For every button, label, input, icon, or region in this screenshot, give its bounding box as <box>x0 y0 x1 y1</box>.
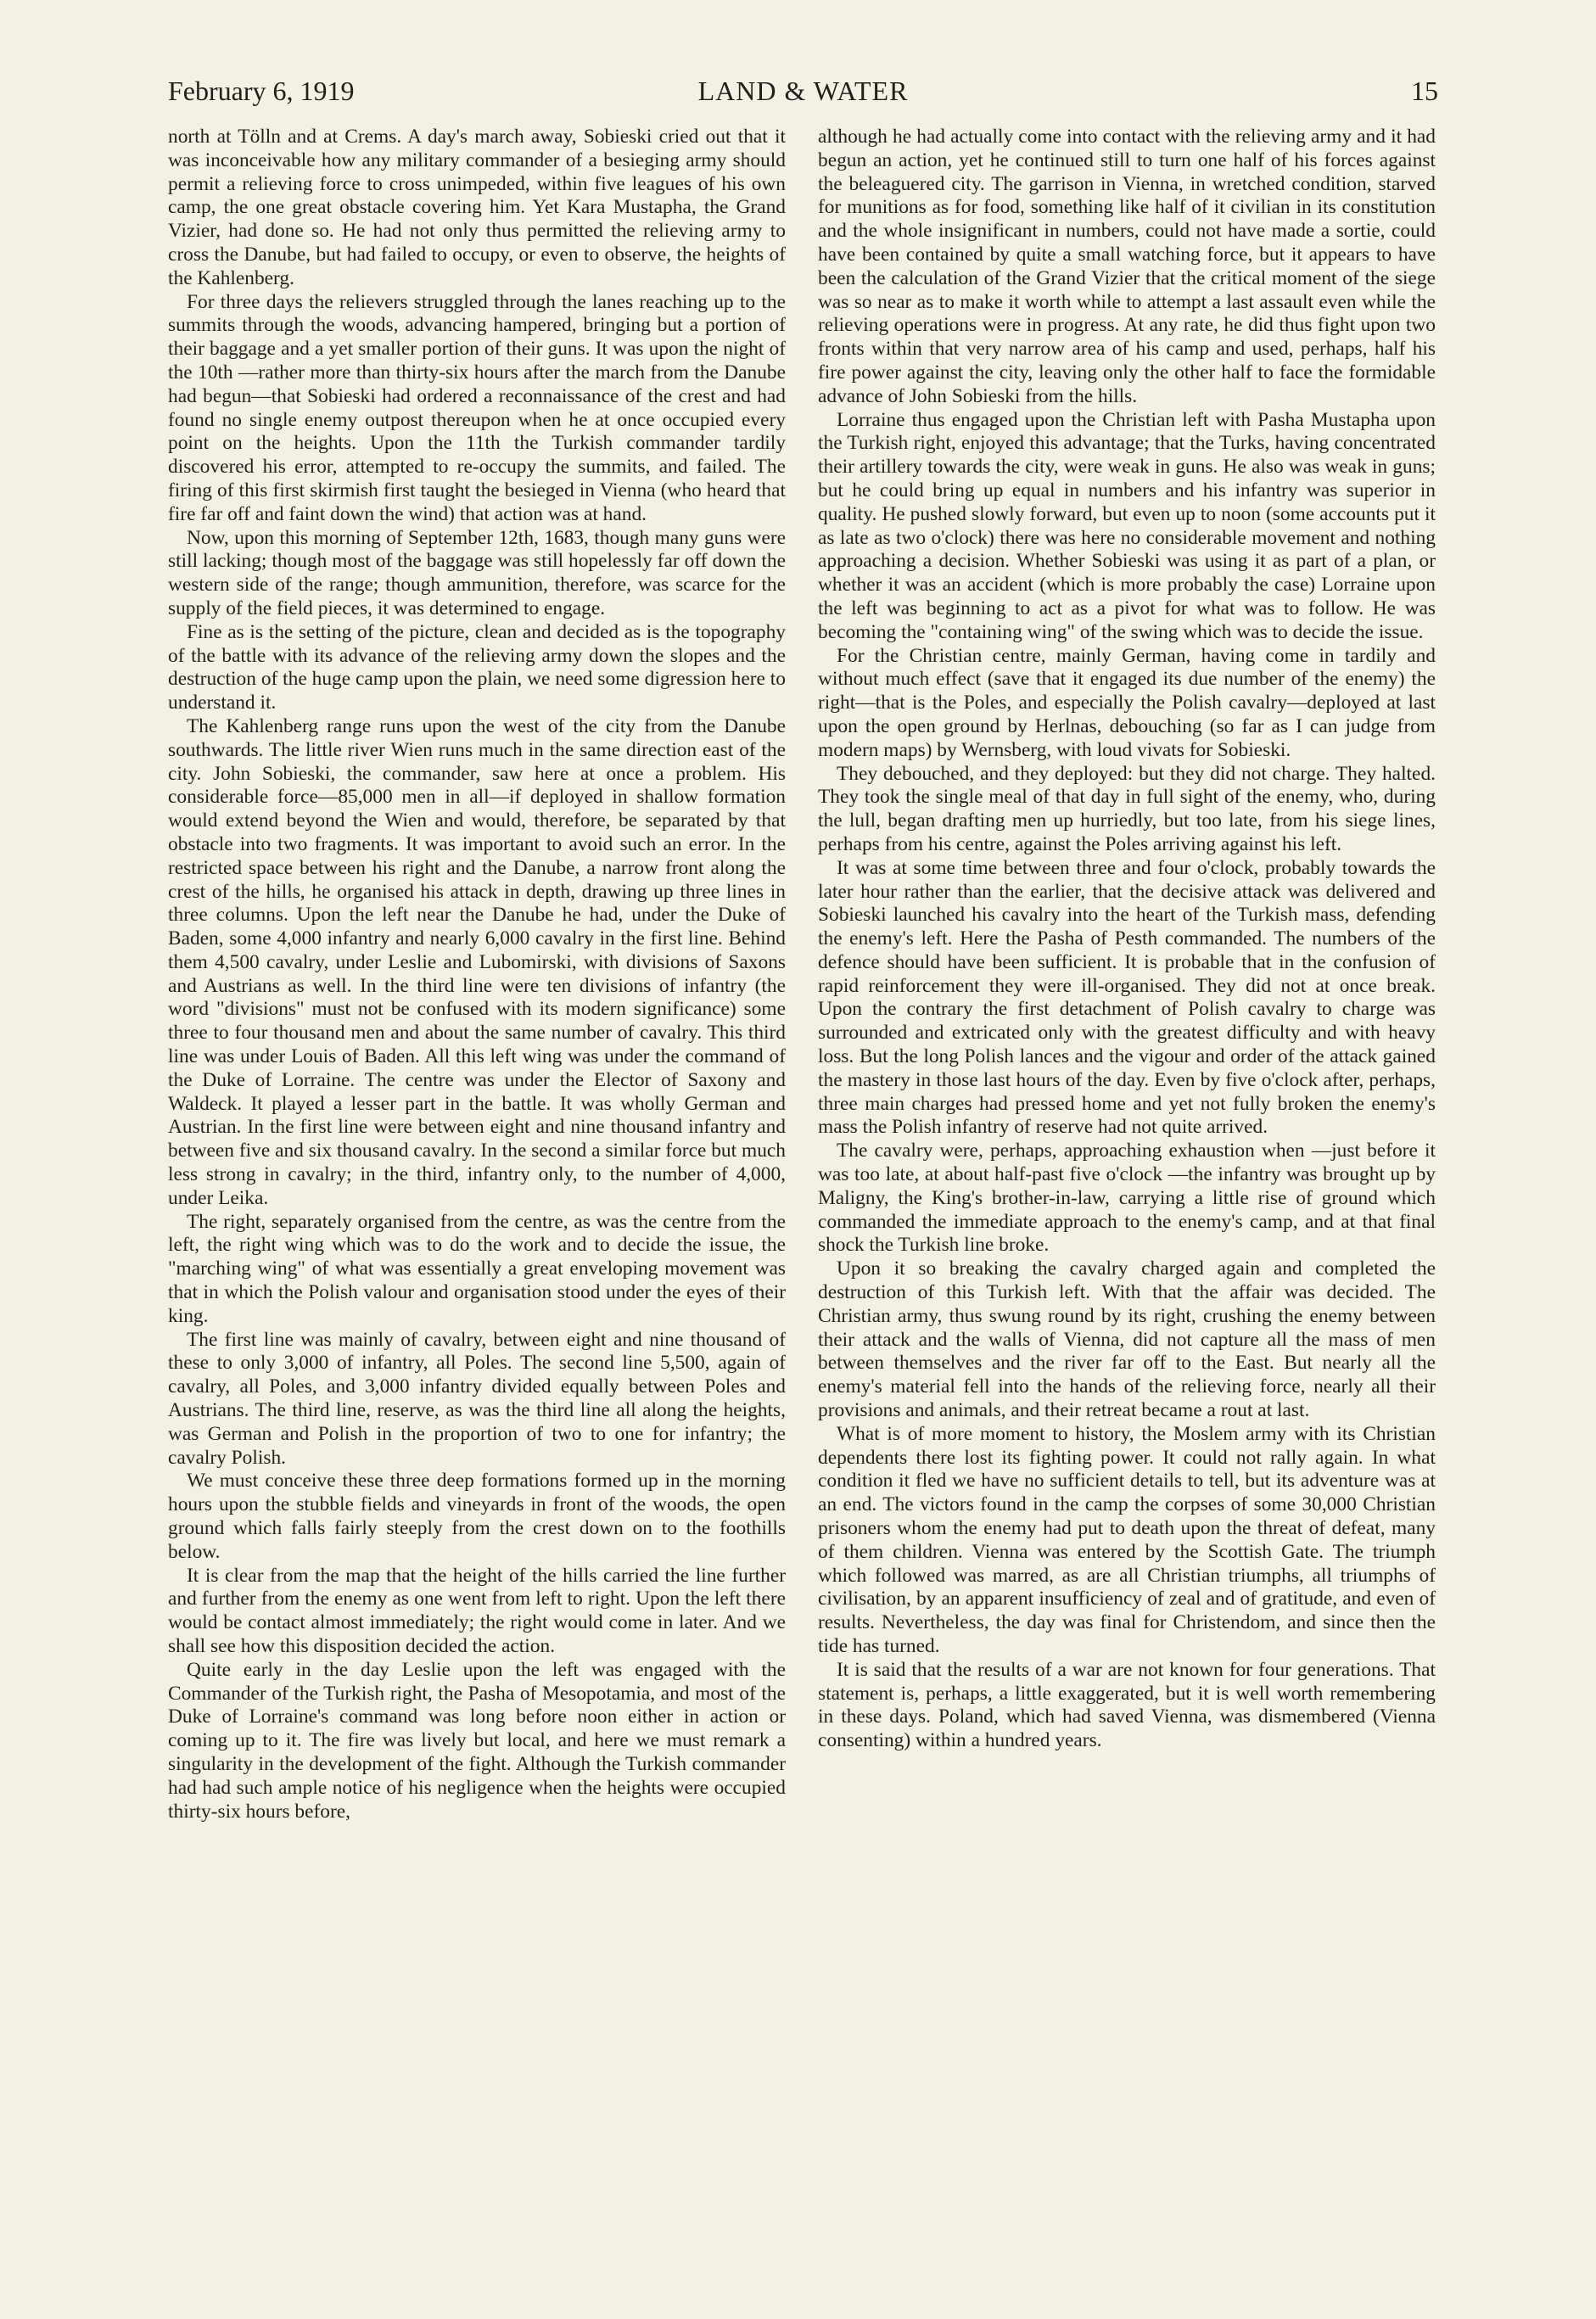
paragraph: although he had actually come into contact with the relieving army and it had begun an action, yet he continued still to turn one half of his forces against the beleaguered city. The garrison in Vienna, in wretched condition, starved for munitions as for food, something like half of it civilian in its constitution and the whole insignificant in numbers, could not have made a sortie, could have been contained by quite a small watching force, but it appears to have been the calculation of the Grand Vizier that the critical moment of the siege was so near as to make it worth while to attempt a last assault even while the relieving operations were in progress. At any rate, he did thus fight upon two fronts within that very narrow area of his camp and used, perhaps, half his fire power against the city, leaving only the other half to face the formidable advance of John Sobieski from the hills. <box>818 126 1436 407</box>
paragraph: Now, upon this morning of September 12th, 1683, though many guns were still lacking; though most of the baggage was still hopelessly far off down the western side of the range; though ammunition, therefore, was scarce for the supply of the field pieces, it was determined to engage. <box>168 526 786 619</box>
paragraph: We must conceive these three deep formations formed up in the morning hours upon the stubble fields and vineyards in front of the woods, the open ground which falls fairly steeply from the crest down on to the foothills below. <box>168 1470 786 1563</box>
paragraph: They debouched, and they deployed: but they did not charge. They halted. They took the single meal of that day in full sight of the enemy, who, during the lull, began drafting men up hurriedly, but too late, from his siege lines, perhaps from his centre, against the Poles arriving against his left. <box>818 762 1436 855</box>
paragraph: Fine as is the setting of the picture, clean and decided as is the topography of the battle with its advance of the relieving army down the slopes and the destruction of the huge camp upon the plain, we need some digression here to understand it. <box>168 620 786 714</box>
paragraph: For three days the relievers struggled through the lanes reaching up to the summits through the woods, advancing hampered, bringing but a portion of their baggage and a yet smaller portion of their guns. It was upon the night of the 10th —rather more than thirty-six hours after the march from the Danube had begun—that Sobieski had ordered a reconnaissance of the crest and had found no single enemy outpost thereupon when he at once occupied every point on the heights. Upon the 11th the Turkish commander tardily discovered his error, attempted to re-occupy the summits, and failed. The firing of this first skirmish first taught the besieged in Vienna (who heard that fire far off and faint down the wind) that action was at hand. <box>168 290 786 525</box>
paragraph: The first line was mainly of cavalry, between eight and nine thousand of these to only 3,000 of infantry, all Poles. The second line 5,500, again of cavalry, all Poles, and 3,000 infantry divided equally between Poles and Austrians. The third line, reserve, as was the third line all along the heights, was German and Polish in the proportion of two to one for infantry; the cavalry Polish. <box>168 1328 786 1469</box>
paragraph: The cavalry were, perhaps, approaching exhaustion when —just before it was too late, at about half-past five o'clock —the infantry was brought up by Maligny, the King's brother-in-law, carrying a little rise of ground which commanded the immediate approach to the enemy's camp, and at that final shock the Turkish line broke. <box>818 1140 1436 1257</box>
paragraph: It was at some time between three and four o'clock, probably towards the later hour rather than the earlier, that the decisive attack was delivered and Sobieski launched his cavalry into the heart of the Turkish mass, defending the enemy's left. Here the Pasha of Pesth commanded. The numbers of the defence should have been sufficient. It is probable that in the confusion of rapid reinforcement they were ill-organised. They did not at once break. Upon the contrary the first detachment of Polish cavalry to charge was surrounded and extricated only with the greatest difficulty and with heavy loss. But the long Polish lances and the vigour and order of the attack gained the mastery in those last hours of the day. Even by five o'clock after, perhaps, three main charges had pressed home and yet not fully broken the enemy's mass the Polish infantry of reserve had not quite arrived. <box>818 856 1436 1139</box>
publication-title: LAND & WATER <box>697 76 909 106</box>
paragraph: It is clear from the map that the height of the hills carried the line further and further from the enemy as one went from left to right. Upon the left there would be contact almost immediately; the right would come in later. And we shall see how this disposition decided the action. <box>168 1564 786 1657</box>
paragraph: Lorraine thus engaged upon the Christian left with Pasha Mustapha upon the Turkish right, enjoyed this advantage; that the Turks, having concentrated their artillery towards the city, were weak in guns. He also was weak in guns; but he could bring up equal in numbers and his infantry was superior in quality. He pushed slowly forward, but even up to noon (some accounts put it as late as two o'clock) there was here no considerable movement and nothing approaching a decision. Whether Sobieski was using it as part of a plan, or whether it was an accident (which is more probably the case) Lorraine upon the left was beginning to act as a pivot for what was to follow. He was becoming the "containing wing" of the swing which was to decide the issue. <box>818 408 1436 643</box>
paragraph: For the Christian centre, mainly German, having come in tardily and without much effect (save that it engaged its due number of the enemy) the right—that is the Poles, and especially the Polish cavalry—deployed at last upon the open ground by Herlnas, debouching (so far as I can judge from modern maps) by Wernsberg, with loud vivats for Sobieski. <box>818 644 1436 761</box>
paragraph: The Kahlenberg range runs upon the west of the city from the Danube southwards. The little river Wien runs much in the same direction east of the city. John Sobieski, the commander, saw here at once a problem. His considerable force—85,000 men in all—if deployed in shallow formation would extend beyond the Wien and would, therefore, be separated by that obstacle into two fragments. It was important to avoid such an error. In the restricted space between his right and the Danube, a narrow front along the crest of the hills, he organised his attack in depth, drawing up three lines in three columns. Upon the left near the Danube he had, under the Duke of Baden, some 4,000 infantry and nearly 6,000 cavalry in the first line. Behind them 4,500 cavalry, under Leslie and Lubomirski, with divisions of Saxons and Austrians as well. In the third line were ten divisions of infantry (the word "divisions" must not be confused with its modern significance) some three to four thousand men and about the same number of cavalry. This third line was under Louis of Baden. All this left wing was under the command of the Duke of Lorraine. The centre was under the Elector of Saxony and Waldeck. It played a lesser part in the battle. It was wholly German and Austrian. In the first line were between eight and nine thousand infantry and between five and six thousand cavalry. In the second a similar force but much less strong in cavalry; in the third, infantry only, to the number of 4,000, under Leika. <box>168 714 786 1209</box>
paragraph: Quite early in the day Leslie upon the left was engaged with the Commander of the Turkish right, the Pasha of Mesopotamia, and most of the Duke of Lorraine's command was long before noon either in action or coming up to it. The fire was lively but local, and here we must remark a singularity in the development of the fight. Although the Turkish commander had had such ample notice of his negligence when the heights were occupied thirty-six hours before, <box>168 1658 786 1823</box>
paragraph: north at Tölln and at Crems. A day's march away, Sobieski cried out that it was inconceivable how any military commander of a besieging army should permit a relieving force to cross unimpeded, within five leagues of his own camp, the one great obstacle covering him. Yet Kara Mustapha, the Grand Vizier, had done so. He had not only thus permitted the relieving army to cross the Danube, but had failed to occupy, or even to observe, the heights of the Kahlenberg. <box>168 126 786 289</box>
left-column <box>168 126 786 2221</box>
page-number: 15 <box>1411 76 1438 106</box>
running-header <box>168 71 1438 110</box>
issue-date: February 6, 1919 <box>168 76 355 106</box>
paragraph: It is said that the results of a war are not known for four generations. That statement is, perhaps, a little exaggerated, but it is well worth remembering in these days. Poland, which had saved Vienna, was dismembered (Vienna consenting) within a hundred years. <box>818 1658 1436 1752</box>
paragraph: The right, separately organised from the centre, as was the centre from the left, the right wing which was to do the work and to decide the issue, the "marching wing" of what was essentially a great enveloping movement was that in which the Polish valour and organisation stood under the eyes of their king. <box>168 1210 786 1327</box>
right-column <box>818 126 1436 2221</box>
paragraph: What is of more moment to history, the Moslem army with its Christian dependents there lost its fighting power. It could not rally again. In what condition it fled we have no sufficient details to tell, but its adventure was at an end. The victors found in the camp the corpses of some 30,000 Christian prisoners whom the enemy had put to death upon the threat of defeat, many of them children. Vienna was entered by the Scottish Gate. The triumph which followed was marred, as are all Christian triumphs, all triumphs of civilisation, by an apparent insufficiency of zeal and of gratitude, and even of results. Nevertheless, the day was final for Christendom, and since then the tide has turned. <box>818 1422 1436 1657</box>
paragraph: Upon it so breaking the cavalry charged again and completed the destruction of this Turkish left. With that the affair was decided. The Christian army, thus swung round by its right, crushing the enemy between their attack and the walls of Vienna, did not capture all the mass of men between themselves and the river far off to the East. But nearly all the enemy's material fell into the hands of the relieving force, nearly all their provisions and animals, and their retreat became a rout at last. <box>818 1258 1436 1422</box>
